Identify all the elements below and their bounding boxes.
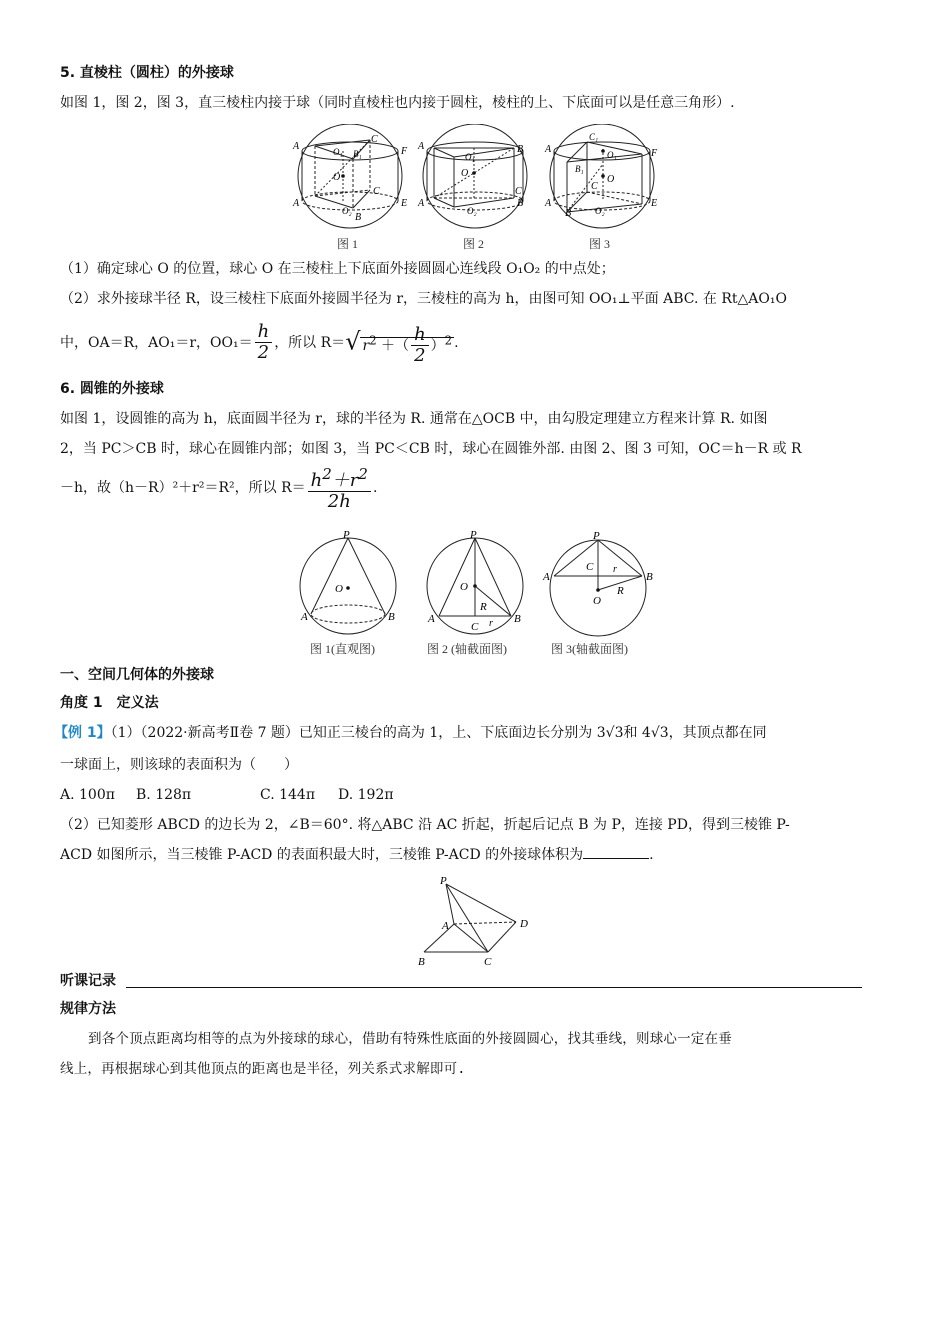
svg-text:O: O (460, 581, 468, 593)
fraction-h-over-2: $\frac{h}{2}$ (255, 322, 273, 363)
cone-figures (295, 528, 665, 666)
svg-text:P: P (593, 530, 600, 542)
q2-end: . (649, 847, 654, 863)
example-tag: 【例 1】 (54, 725, 111, 741)
svg-text:A: A (293, 141, 300, 152)
svg-text:A: A (418, 198, 425, 209)
part-one-title: 一、空间几何体的外接球 (60, 667, 214, 683)
svg-text:B: B (418, 956, 425, 968)
example1-q2-line2 (60, 844, 654, 866)
method-title: 规律方法 (60, 1001, 116, 1017)
section5-item1: （1）确定球心 O 的位置，球心 O 在三棱柱上下底面外接圆圆心连线段 O₁O₂ 的中点处； (60, 261, 615, 277)
fig-caption-2: 图 2 (463, 237, 485, 251)
section6-title: 6. 圆锥的外接球 (60, 381, 164, 397)
svg-text:O₂: O₂ (467, 206, 477, 216)
section6-line1: 如图 1，设圆锥的高为 h，底面圆半径为 r，球的半径为 R. 通常在△OCB 中，由勾股定理建立方程来计算 R. 如图 (60, 411, 768, 427)
item2b-prefix: 中，OA＝R，AO₁＝r，OO₁＝ (60, 334, 253, 351)
svg-text:A: A (418, 141, 425, 152)
svg-text:O₁: O₁ (607, 150, 617, 160)
fraction-R: $\frac{h^2+r^2}{2h}$ (308, 464, 371, 512)
option-a[interactable]: A. 100π (60, 787, 115, 803)
radical-expression: √ $r^2$ ＋（ $\frac{h}{2}$ ）$^2$ (345, 324, 453, 367)
cone-caption-2: 图 2 (轴截面图) (427, 642, 507, 656)
section5-title: 5. 直棱柱（圆柱）的外接球 (60, 65, 234, 81)
example1-q2-line1: （2）已知菱形 ABCD 的边长为 2，∠B＝60°. 将△ABC 沿 AC 折起，折起后记点 B 为 P，连接 PD，得到三棱锥 P- (60, 817, 790, 833)
svg-text:A: A (428, 613, 435, 625)
prism-figures-svg (285, 124, 665, 256)
svg-text:B₁: B₁ (575, 164, 584, 174)
svg-text:A: A (543, 571, 550, 583)
prism-figures (285, 124, 665, 260)
svg-text:r: r (613, 564, 617, 575)
section5-item2b (60, 318, 459, 368)
example1-q1-line1 (54, 722, 767, 744)
svg-text:B: B (388, 611, 395, 623)
svg-text:R: R (617, 585, 624, 597)
svg-text:A: A (545, 144, 552, 155)
section6-line2: 2，当 PC＞CB 时，球心在圆锥内部；如图 3，当 PC＜CB 时，球心在圆锥外部. 由图 2、图 3 可知，OC＝h－R 或 R (60, 441, 802, 457)
svg-text:O: O (461, 168, 469, 179)
pyramid-figure (412, 872, 547, 972)
svg-text:O₂: O₂ (342, 206, 352, 216)
svg-text:A: A (442, 920, 449, 932)
svg-text:A: A (545, 198, 552, 209)
method-line2: 线上，再根据球心到其他顶点的距离也是半径，列关系式求解即可. (60, 1061, 466, 1077)
svg-text:C: C (371, 134, 378, 145)
svg-text:P: P (470, 529, 477, 541)
option-c[interactable]: C. 144π (260, 787, 316, 803)
svg-text:C: C (586, 561, 594, 573)
svg-text:C: C (471, 621, 479, 633)
svg-text:C: C (373, 186, 380, 197)
fig-caption-3: 图 3 (589, 237, 611, 251)
svg-text:O₁: O₁ (333, 147, 343, 157)
svg-text:C₁: C₁ (589, 132, 599, 142)
line3-suffix: . (372, 480, 378, 496)
line3-prefix: －h，故（h－R）²＋r²＝R²，所以 R＝ (60, 480, 306, 496)
svg-text:r: r (489, 618, 493, 629)
cone-caption-1: 图 1(直观图) (310, 642, 375, 656)
cone-figure-1 (300, 538, 396, 634)
options-row (60, 784, 394, 806)
record-label: 听课记录 (60, 973, 116, 989)
svg-text:O₂: O₂ (595, 206, 605, 216)
svg-text:E: E (651, 198, 658, 209)
item2b-mid: ，所以 R＝ (274, 334, 346, 351)
pyramid-figure-svg (412, 872, 547, 968)
svg-text:B: B (514, 613, 521, 625)
svg-text:O₁: O₁ (465, 152, 475, 162)
svg-text:B: B (355, 212, 362, 223)
record-line[interactable] (126, 987, 862, 988)
svg-text:F: F (401, 146, 408, 157)
svg-text:C: C (515, 186, 522, 197)
svg-text:O: O (335, 583, 343, 595)
svg-text:B: B (565, 208, 572, 219)
svg-text:F: F (651, 148, 658, 159)
svg-text:A: A (293, 198, 300, 209)
section6-line3 (60, 464, 377, 512)
section5-item2: （2）求外接球半径 R，设三棱柱下底面外接圆半径为 r，三棱柱的高为 h，由图可知 OO₁⊥平面 ABC. 在 Rt△AO₁O (60, 291, 787, 307)
option-b[interactable]: B. 128π (136, 787, 192, 803)
fig-caption-1: 图 1 (337, 237, 359, 251)
svg-text:O: O (333, 172, 341, 183)
svg-text:D: D (520, 918, 528, 930)
section5-intro: 如图 1，图 2，图 3，直三棱柱内接于球（同时直棱柱也内接于圆柱，棱柱的上、下底面可以是任意三角形）. (60, 95, 735, 111)
option-d[interactable]: D. 192π (338, 787, 394, 803)
example1-q1-line2: 一球面上，则该球的表面积为（ ） (60, 757, 298, 773)
method-line1: 到各个顶点距离均相等的点为外接球的球心，借助有特殊性底面的外接圆圆心，找其垂线，则球心一定在垂 (88, 1031, 732, 1047)
svg-text:C: C (591, 181, 598, 192)
svg-text:O: O (593, 595, 601, 607)
cone-caption-3: 图 3(轴截面图) (551, 642, 628, 656)
svg-text:E: E (401, 198, 408, 209)
svg-text:O: O (607, 174, 615, 185)
svg-text:C: C (484, 956, 492, 968)
cone-figures-svg (295, 528, 665, 662)
svg-text:R: R (480, 601, 487, 613)
svg-text:P: P (343, 529, 350, 541)
svg-text:B₁: B₁ (353, 149, 362, 159)
q2-line2-text: ACD 如图所示，当三棱锥 P-ACD 的表面积最大时，三棱锥 P-ACD 的外接球体积为 (60, 847, 584, 863)
svg-text:A: A (301, 611, 308, 623)
q1-line1-text: （1）（2022·新高考Ⅱ卷 7 题）已知正三棱台的高为 1，上、下底面边长分别为 3√3和 4√3，其顶点都在同 (110, 725, 767, 741)
svg-text:B: B (646, 571, 653, 583)
svg-text:B: B (517, 198, 524, 209)
item2b-suffix: . (454, 334, 459, 351)
angle-title: 角度 1 定义法 (60, 695, 159, 711)
cone-figure-3 (550, 540, 646, 636)
svg-text:P: P (440, 875, 447, 887)
answer-blank[interactable] (583, 844, 649, 859)
svg-text:B: B (517, 144, 524, 155)
